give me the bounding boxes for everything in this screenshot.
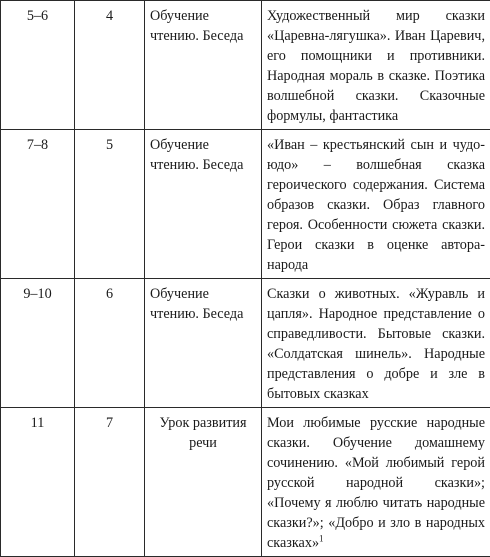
lesson-number-cell: 5 <box>75 130 145 279</box>
lesson-type-cell: Обучение чтению. Беседа <box>145 1 262 130</box>
lesson-topic-cell: Художественный мир сказки «Царевна-лягушка». Иван Царевич, его помощники и противники. Народная мораль в сказке. Поэтика волшебной сказки. Сказочные формулы, фантастика <box>262 1 490 130</box>
lesson-type-cell: Обучение чтению. Беседа <box>145 130 262 279</box>
lesson-topic-cell: «Иван – крестьянский сын и чудо-юдо» – волшебная сказка героического содержания. Система образов сказки. Образ главного героя. Особенности сюжета сказки. Герои сказки в оценке автора-народа <box>262 130 490 279</box>
hours-cell: 7–8 <box>1 130 75 279</box>
lesson-number-cell: 6 <box>75 279 145 408</box>
lesson-topic-cell <box>262 408 490 557</box>
lesson-number-cell: 4 <box>75 1 145 130</box>
lesson-type-cell: Урок развития речи <box>145 408 262 557</box>
table-row <box>1 279 490 408</box>
lesson-topic-text: Мои любимые русские народные сказки. Обучение домашнему сочинению. «Мой любимый герой русской народной сказки»; «Почему я люблю читать народные сказки?»; «Добро и зло в народных сказках» <box>267 415 485 551</box>
footnote-mark: 1 <box>319 533 324 543</box>
table-row <box>1 1 490 130</box>
table-row <box>1 130 490 279</box>
lesson-type-cell: Обучение чтению. Беседа <box>145 279 262 408</box>
hours-cell: 5–6 <box>1 1 75 130</box>
lesson-topic-cell: Сказки о животных. «Журавль и цапля». Народное представление о справедливости. Бытовые сказки. «Солдатская шинель». Народные представления о добре и зле в бытовых сказках <box>262 279 490 408</box>
lesson-number-cell: 7 <box>75 408 145 557</box>
table-row <box>1 408 490 557</box>
hours-cell: 11 <box>1 408 75 557</box>
hours-cell: 9–10 <box>1 279 75 408</box>
